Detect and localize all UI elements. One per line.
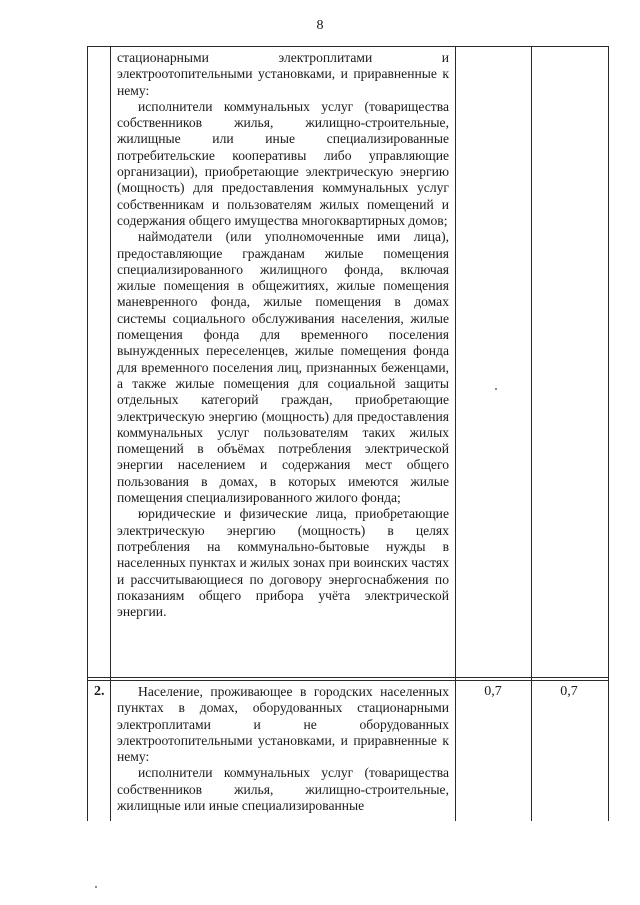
table-top-border: [87, 46, 609, 47]
row2-paragraph-1: Население, проживающее в городских населенных пунктах в домах, оборудованных стационарными электроплитами и не оборудованных электроотопительными установками, и приравненные к нему:: [117, 684, 449, 765]
row2-value-2: 0,7: [560, 684, 578, 699]
table-col-divider-1: [110, 46, 111, 821]
row1-paragraph-3: наймодатели (или уполномоченные ими лица), предоставляющие гражданам жилые помещения специализированного жилищного фонда, включая жилые помещения в общежитиях, жилые помещения маневренного фонда, жилые помещения в домах системы социального обслуживания населения, жилые помещения фонда для временного поселения вынужденных переселенцев, жилые помещения фонда для временного поселения лиц, признанных беженцами, а также жилые помещения для социальной защиты отдельных категорий граждан, приобретающие электрическую энергию (мощность) для предоставления коммунальных услуг пользователям таких жилых помещений в объёмах потребления электрической энергии населением и содержания мест общего пользования в домах, в которых имеются жилые помещения специализированного жилого фонда;: [117, 229, 449, 506]
row-separator-double: [87, 680, 609, 681]
row1-paragraph-4: юридические и физические лица, приобретающие электрическую энергию (мощность) в целях потребления на коммунально-бытовые нужды в населенных пунктах и жилых зонах при воинских частях и рассчитывающиеся по договору энергоснабжения по показаниям общего прибора учёта электрической энергии.: [117, 506, 449, 620]
row2-paragraph-2: исполнители коммунальных услуг (товарищества собственников жилья, жилищно-строительные, жилищные или иные специализированные: [117, 765, 449, 814]
table-left-border: [87, 46, 88, 821]
row2-text-cell: [117, 684, 449, 814]
table-col-divider-3: [531, 46, 532, 821]
row-separator: [87, 677, 609, 678]
row1-paragraph-1: стационарными электроплитами и электроотопительными установками, и приравненные к нему:: [117, 50, 449, 98]
row2-value-1: 0,7: [484, 684, 502, 699]
table-col-divider-2: [455, 46, 456, 821]
row1-text-cell: [117, 50, 449, 620]
scan-speck: [95, 886, 97, 888]
row1-paragraph-2: исполнители коммунальных услуг (товарищества собственников жилья, жилищно-строительные, жилищные или иные специализированные потребительские кооперативы либо управляющие организации), приобретающие электрическую энергию (мощность) для предоставления коммунальных услуг собственникам и пользователям жилых помещений и содержания общего имущества многоквартирных домов;: [117, 98, 449, 228]
page-number: 8: [316, 18, 324, 33]
table-right-border: [608, 46, 609, 821]
row2-number: 2.: [94, 684, 105, 699]
scan-speck: [495, 388, 497, 390]
